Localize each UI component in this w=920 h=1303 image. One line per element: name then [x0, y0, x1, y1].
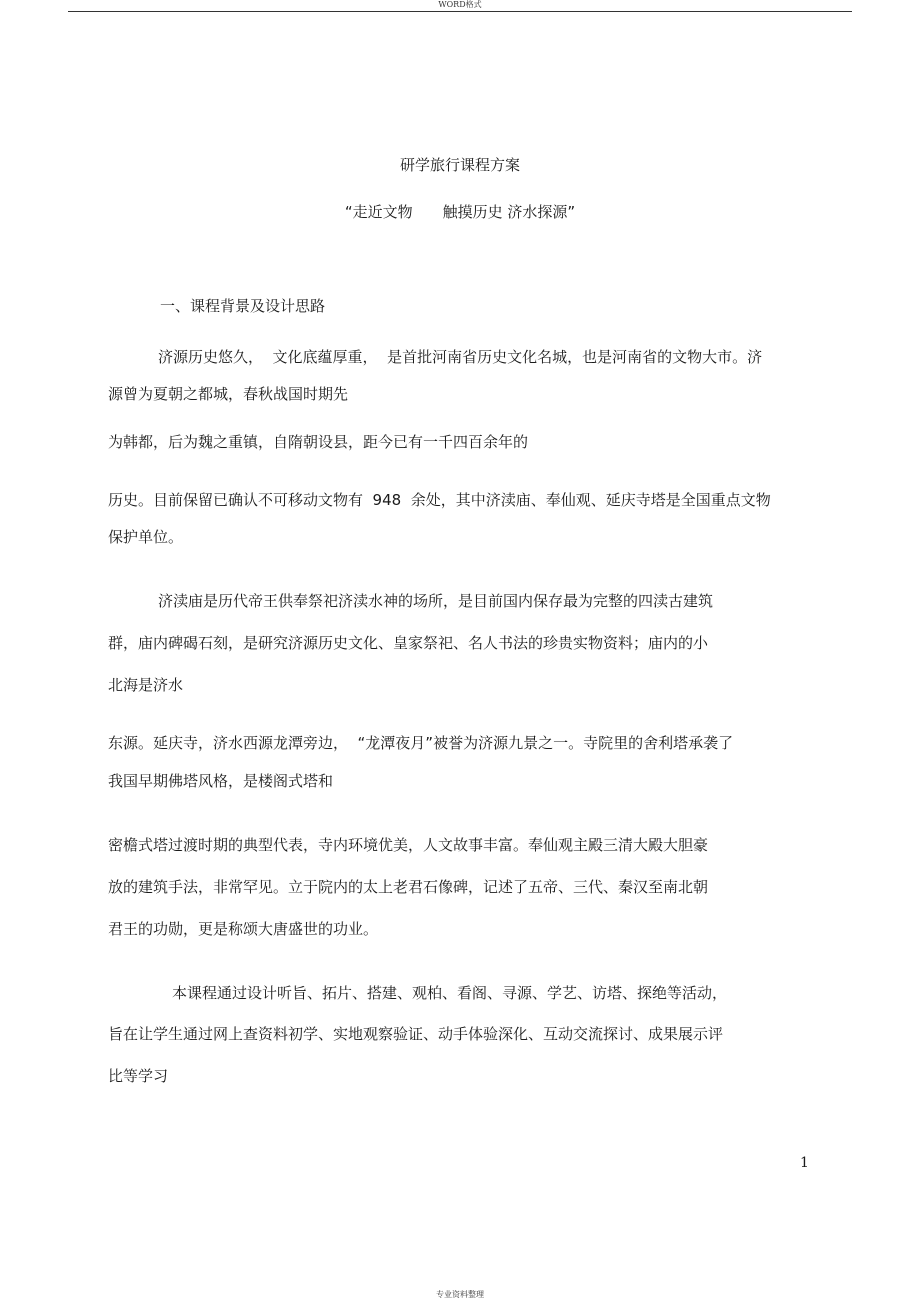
- paragraph-line: 济渎庙是历代帝王供奉祭祀济渎水神的场所，是目前国内保存最为完整的四渎古建筑: [158, 592, 714, 610]
- paragraph-line: 历史。目前保留已确认不可移动文物有 948 余处，其中济渎庙、奉仙观、延庆寺塔是全国重点文物: [108, 491, 771, 509]
- paragraph-line: 保护单位。: [108, 528, 184, 546]
- page-header-label: WORD格式: [438, 0, 482, 9]
- paragraph-line: 东源。延庆寺，济水西源龙潭旁边， “龙潭夜月”被誉为济源九景之一。寺院里的舍利塔承袭了: [108, 734, 734, 752]
- section-heading: 一、课程背景及设计思路: [160, 297, 326, 315]
- paragraph-line: 放的建筑手法，非常罕见。立于院内的太上老君石像碑，记述了五帝、三代、秦汉至南北朝: [108, 878, 709, 896]
- paragraph-line: 君王的功勋，更是称颂大唐盛世的功业。: [108, 920, 379, 938]
- paragraph-line: 为韩都，后为魏之重镇，自隋朝设县，距今已有一千四百余年的: [108, 433, 529, 451]
- paragraph-line: 济源历史悠久， 文化底蕴厚重， 是首批河南省历史文化名城，也是河南省的文物大市。济: [158, 348, 763, 366]
- paragraph-line: 我国早期佛塔风格，是楼阁式塔和: [108, 772, 334, 790]
- paragraph-line: 源曾为夏朝之都城，春秋战国时期先: [108, 385, 349, 403]
- paragraph-line: 本课程通过设计听旨、拓片、搭建、观柏、看阁、寻源、学艺、访塔、探绝等活动，: [172, 984, 728, 1002]
- paragraph-line: 北海是济水: [108, 676, 184, 694]
- paragraph-line: 群，庙内碑碣石刻，是研究济源历史文化、皇家祭祀、名人书法的珍贵实物资料；庙内的小: [108, 634, 709, 652]
- header-divider: [68, 11, 852, 12]
- page-number: 1: [800, 1155, 809, 1171]
- document-subtitle: “走近文物 触摸历史 济水探源”: [344, 203, 576, 221]
- page-footer-label: 专业资料整理: [436, 1290, 484, 1299]
- paragraph-line: 比等学习: [108, 1067, 169, 1085]
- paragraph-line: 密檐式塔过渡时期的典型代表，寺内环境优美，人文故事丰富。奉仙观主殿三清大殿大胆豪: [108, 836, 709, 854]
- document-title: 研学旅行课程方案: [399, 156, 520, 174]
- paragraph-line: 旨在让学生通过网上查资料初学、实地观察验证、动手体验深化、互动交流探讨、成果展示评: [108, 1025, 724, 1043]
